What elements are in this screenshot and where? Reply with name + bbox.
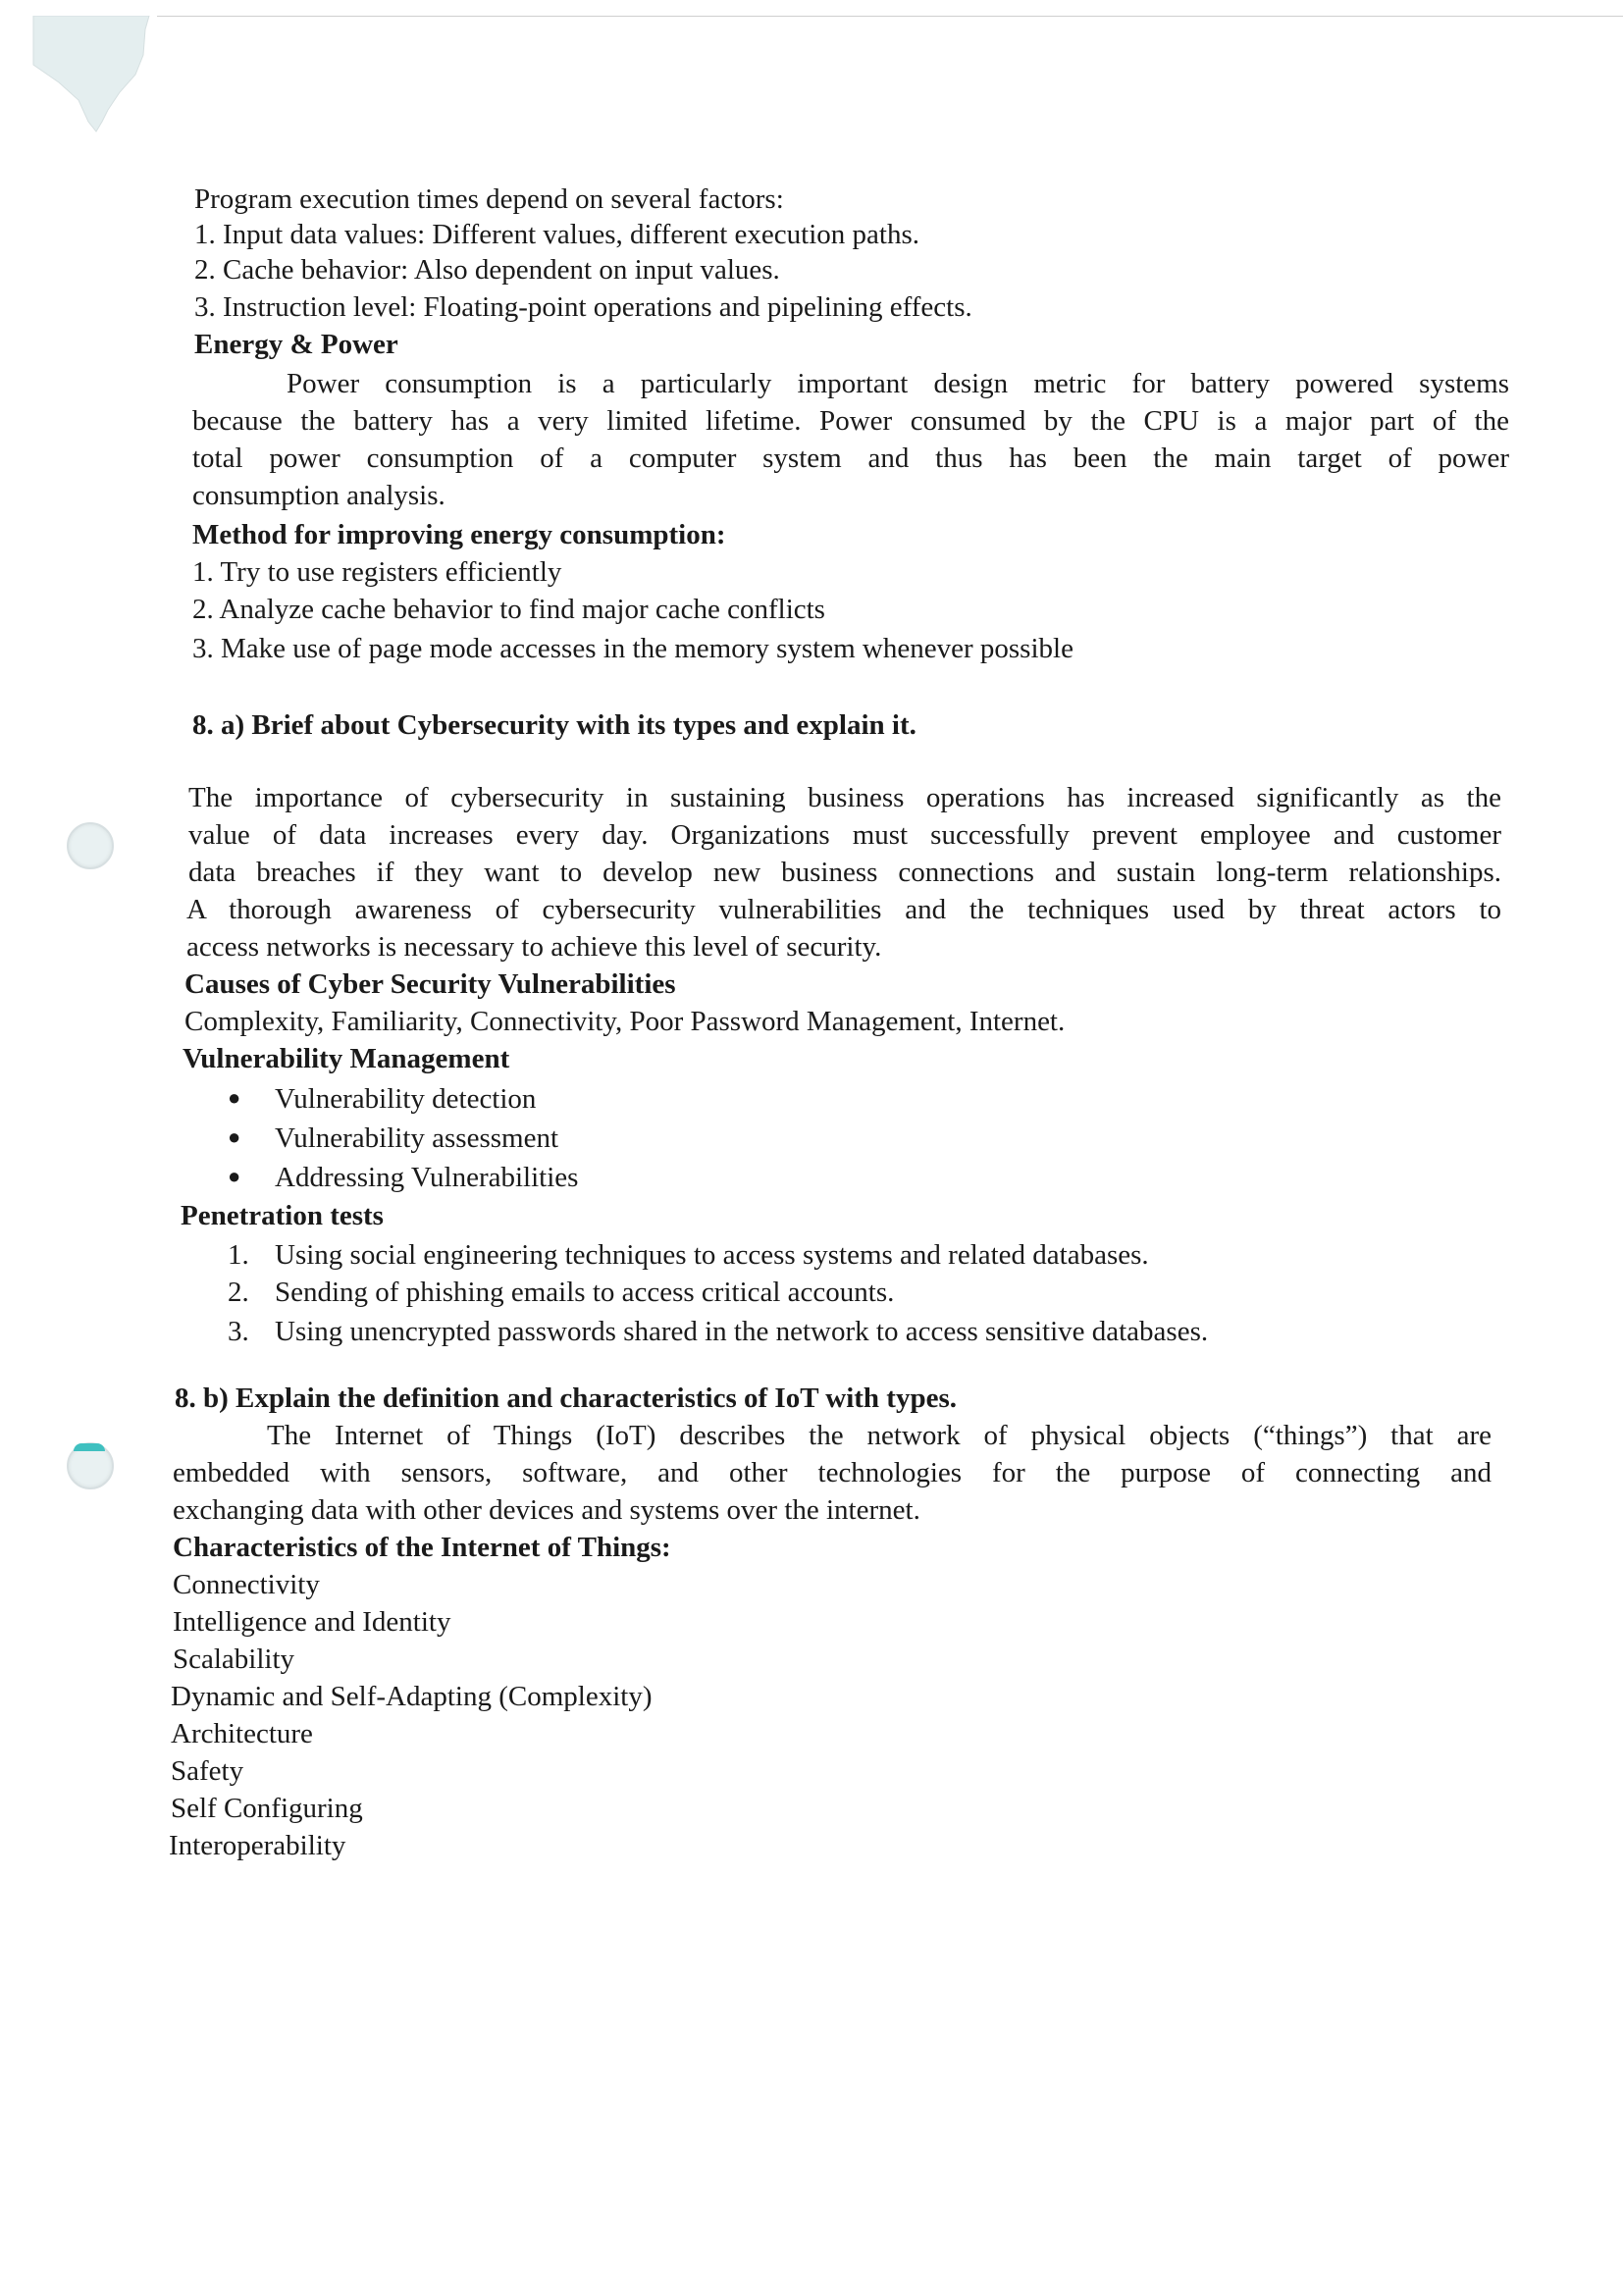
vulnerability-management-heading: Vulnerability Management [183, 1043, 510, 1074]
iot-characteristic-item: Self Configuring [171, 1793, 363, 1824]
scan-top-edge [157, 16, 1623, 17]
question-8a-heading: 8. a) Brief about Cybersecurity with its types and explain it. [192, 709, 916, 741]
iot-characteristic-item: Connectivity [173, 1569, 320, 1600]
vulnerability-management-item: ● Vulnerability assessment [228, 1122, 559, 1154]
bullet-icon: ● [228, 1085, 241, 1110]
torn-corner-mark [29, 16, 157, 138]
iot-paragraph-line: The Internet of Things (IoT) describes the network of physical objects (“things”) that are [267, 1420, 1492, 1451]
iot-characteristic-item: Scalability [173, 1644, 295, 1675]
energy-paragraph-line: total power consumption of a computer system and thus has been the main target of power [192, 443, 1509, 474]
question-8b-heading: 8. b) Explain the definition and characteristics of IoT with types. [175, 1383, 958, 1414]
energy-paragraph-line: because the battery has a very limited lifetime. Power consumed by the CPU is a major part of the [192, 405, 1509, 437]
cybersecurity-paragraph-line: access networks is necessary to achieve this level of security. [186, 931, 882, 963]
method-item: 3. Make use of page mode accesses in the memory system whenever possible [192, 633, 1073, 664]
iot-characteristic-item: Architecture [171, 1718, 313, 1749]
execution-factors-intro: Program execution times depend on several factors: [194, 183, 784, 215]
factor-item: 2. Cache behavior: Also dependent on input values. [194, 254, 780, 286]
factor-item: 1. Input data values: Different values, different execution paths. [194, 219, 919, 250]
cybersecurity-paragraph-line: A thorough awareness of cybersecurity vulnerabilities and the techniques used by threat actors to [186, 894, 1501, 925]
bullet-icon: ● [228, 1124, 241, 1149]
iot-characteristic-item: Dynamic and Self-Adapting (Complexity) [171, 1681, 653, 1712]
iot-characteristic-item: Interoperability [169, 1830, 346, 1861]
causes-heading: Causes of Cyber Security Vulnerabilities [184, 968, 676, 1000]
energy-paragraph-line: Power consumption is a particularly important design metric for battery powered systems [287, 368, 1509, 399]
cybersecurity-paragraph-line: data breaches if they want to develop new business connections and sustain long-term relationships. [188, 857, 1501, 888]
iot-paragraph-line: embedded with sensors, software, and other technologies for the purpose of connecting and [173, 1457, 1492, 1488]
iot-characteristics-heading: Characteristics of the Internet of Things: [173, 1532, 671, 1563]
punch-hole-icon [67, 1442, 114, 1489]
penetration-tests-heading: Penetration tests [181, 1200, 384, 1231]
cybersecurity-paragraph-line: The importance of cybersecurity in sustaining business operations has increased significantly as the [188, 782, 1501, 813]
iot-characteristic-item: Safety [171, 1755, 244, 1787]
penetration-test-item: 2. Sending of phishing emails to access critical accounts. [228, 1277, 895, 1308]
energy-paragraph-line: consumption analysis. [192, 480, 445, 511]
cybersecurity-paragraph-line: value of data increases every day. Organizations must successfully prevent employee and customer [188, 819, 1501, 851]
vulnerability-management-item: ● Vulnerability detection [228, 1083, 537, 1115]
penetration-test-item: 1. Using social engineering techniques to access systems and related databases. [228, 1239, 1149, 1271]
iot-characteristic-item: Intelligence and Identity [173, 1606, 451, 1638]
iot-paragraph-line: exchanging data with other devices and systems over the internet. [173, 1494, 920, 1526]
punch-hole-icon [67, 822, 114, 869]
factor-item: 3. Instruction level: Floating-point operations and pipelining effects. [194, 291, 972, 323]
method-item: 2. Analyze cache behavior to find major cache conflicts [192, 594, 825, 625]
bullet-icon: ● [228, 1164, 241, 1188]
energy-method-heading: Method for improving energy consumption: [192, 519, 726, 550]
method-item: 1. Try to use registers efficiently [192, 556, 562, 588]
penetration-test-item: 3. Using unencrypted passwords shared in the network to access sensitive databases. [228, 1316, 1209, 1347]
causes-text: Complexity, Familiarity, Connectivity, Poor Password Management, Internet. [184, 1006, 1066, 1037]
energy-power-heading: Energy & Power [194, 329, 398, 360]
vulnerability-management-item: ● Addressing Vulnerabilities [228, 1162, 579, 1193]
